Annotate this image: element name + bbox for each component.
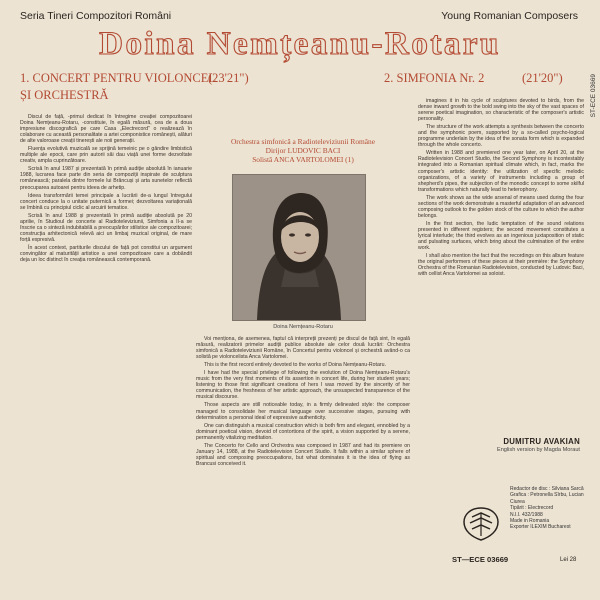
series-title-en: Young Romanian Composers xyxy=(441,10,578,22)
catalog-number: ST—ECE 03669 xyxy=(452,555,509,564)
conductor-name: Dirijor LUDOVIC BACI xyxy=(265,146,341,156)
paragraph: In the first section, the ludic temptation of the sound relations presented in different registers; the second movement constitutes a lyrical interlude; the third evolves as an ingenious juxtaposition of static and pulsating surfaces, which bring about the culmination of the entire work. xyxy=(418,220,584,252)
portrait-image xyxy=(233,175,365,320)
paragraph: This is the first record entirely devoted to the works of Doina Nemțeanu-Rotaru. xyxy=(204,362,386,369)
composer-title: Doina Nemțeanu-Rotaru xyxy=(99,26,501,62)
paragraph: I have had the special privilege of following the evolution of Doina Nemțeanu-Rotaru's music from the very first moments of its assertion in concert life, during her student years; listening to those first significant creations of hers I was moved by the sincerity of her communication, the freshness of her artistic approach, the unsuspected transparence of the musical discourse. xyxy=(196,370,410,401)
production-credits xyxy=(510,486,594,531)
credit-line: Exporter ILEXIM Bucharest xyxy=(510,524,571,531)
liner-notes-en-cont xyxy=(418,98,584,434)
credit-line: Made in Romania xyxy=(510,518,550,525)
work-1-title-cont: ȘI ORCHESTRĂ xyxy=(20,88,109,102)
paragraph: Discul de față, -primul dedicat în întregime creației compozitoarei Doina Nemțeanu-Rotaru, -constituie, în egală măsură, cea de a doua impresiune discografică pe care Casa „Electrecord” o realizează în colaborare cu această personalitate a artei componistice românești, alături de alte valoroase creații tinerești ale noii generații. xyxy=(20,114,192,145)
paragraph: Written in 1988 and premiered one year later, on April 20, at the Radiotelevision Concert Studio, the Second Symphony is incontestably integrated into a Romanian spiritual climate which, in fact, marks the composer's artistic identity: the utilization of specific melodic organizations, of a variety of instruments including a group of shepherd's pipes, the subjection of the monodic concept to some skilful transformations which naturally lead to heterophony. xyxy=(418,150,584,193)
author-name: DUMITRU AVAKIAN xyxy=(503,437,580,446)
liner-notes-en-start xyxy=(196,336,410,582)
signature-block xyxy=(470,437,580,453)
paragraph: Those aspects are still noticeable today, in a firmly delineated style: the composer managed to consolidate her musical language over successive stages, pursuing with determination a personal ideal of expressive authenticity. xyxy=(196,402,410,421)
liner-notes-ro xyxy=(20,114,192,582)
photo-caption: Doina Nemțeanu-Rotaru xyxy=(273,324,333,330)
paragraph: Scrisă în anul 1988 și prezentată în primă audiție absolută pe 20 aprilie, în Studioul de concerte al Radioteleviziunii, Simfonia a II-a se înscrie ca o sinteză indubitabilă a preocupărilor stilistice ale compozitoarei; construcția arhitectonică relevă aici un limbaj muzical original, de mare forță expresivă. xyxy=(20,212,192,243)
soloist-name: Solistă ANCA VARTOLOMEI (1) xyxy=(252,155,354,165)
paragraph: Scrisă în anul 1987 și prezentată în primă audiție absolută în ianuarie 1988, lucrarea face parte din seria de compoziții inspirate de sculptura românească; paralela dintre formele lui Brâncuși și arta sunetelor reflectă preocuparea autoarei pentru ideea de arhetip. xyxy=(20,166,192,191)
series-title-ro: Seria Tineri Compozitori Români xyxy=(20,10,172,22)
credit-line: Grafica : Petronella Sîrbu, Lucian Ciurea xyxy=(510,492,584,505)
translator-credit: English version by Magda Moraut xyxy=(496,447,580,453)
paragraph: În acest context, partiturile discului de față pot constitui un argument convingător al maturității artistice a unei compozitoare care a dobândit deja un loc distinct în creația românească contemporană. xyxy=(20,244,192,264)
paragraph: The work shows as the wide arsenal of means used during the four sections of the work demonstrate a masterful adaptation of an advanced composing outlook to the golden stock of the culture to which the author belongs. xyxy=(418,194,584,219)
work-1-title: 1. CONCERT PENTRU VIOLONCEL xyxy=(20,71,217,85)
composer-photo xyxy=(232,174,366,321)
price-label: Lei 28 xyxy=(560,557,577,563)
paragraph: The structure of the work attempts a synthesis between the concerto and the symphonic poem, supported by a so-called psycho-logical programme underlain by the idea of the sonata form which is expanded through the whole concerto. xyxy=(418,124,584,149)
paragraph: Voi menționa, de asemenea, faptul că interpreții prezenți pe discul de față sint, în egală măsură, realizatorii primelor audiții publice absolute ale celor două lucrări: Orchestra simfonică a Radioteleviziunii Române, în Concertul pentru violoncel și orchestră având-o ca solistă pe violoncelista Anca Vartolomei. xyxy=(196,336,410,361)
work-2-duration: (21'20") xyxy=(522,71,563,85)
side-catalog-code: ST-ECE 03669 xyxy=(590,74,597,118)
work-1-duration: (23'21") xyxy=(208,71,249,85)
paragraph: Fluența evolutivă muzicală se sprijină temeinic pe o gândire limbistică multiple ale epocii, care prin autorii săi dau viață unei forme dezvoltate creativ, ampla cuprinzătoare. xyxy=(20,146,192,165)
paragraph: I shall also mention the fact that the recordings on this album feature the original performers of these pieces at their première: the Symphony Orchestra of the Romanian Radiotelevision, conducted by Ludovic Baci, with cellist Anca Vartolomei as soloist. xyxy=(418,253,584,278)
paragraph: The Concerto for Cello and Orchestra was composed in 1987 and had its premiere on January 14, 1988, at the Radiotelevision Concert Studio. It falls within a similar sphere of spiritual and composing preoccupations, but what dominates it is the idea of flying as Brancusi conceived it. xyxy=(196,442,410,467)
credit-line: N.I.I. 432/1988 xyxy=(510,511,543,518)
performers-block xyxy=(196,137,410,165)
paragraph: imagines it in his cycle of sculptures devoted to birds, from the dense inward growth to the bold swing into the sky of the vast spaces of serene poetical imagination, so characteristic of the composer's artistic personality. xyxy=(418,98,584,123)
credit-line: Redactor de disc : Silviana Sarcă xyxy=(510,486,584,492)
credit-line: Tipărit : Electrecord xyxy=(510,505,554,512)
paragraph: Ideea transformării temei principale a lucrării de-a lungul întregului concert conduce la o unitate puternică a formei; dezvoltarea variațională se îmbină cu principiul ciclic al arcuirii tematice. xyxy=(20,192,192,211)
orchestra-name: Orchestra simfonică a Radioteleviziunii Române xyxy=(230,137,376,146)
electrecord-logo-icon xyxy=(456,505,506,543)
paragraph: One can distinguish a musical construction which is both firm and elegant, ennobled by a dominant poetical vision, devoid of contortions of the spirit, a vision supported by a serene, permanently vitalizing meditation. xyxy=(196,422,410,441)
work-2-title: 2. SIMFONIA Nr. 2 xyxy=(384,71,485,85)
